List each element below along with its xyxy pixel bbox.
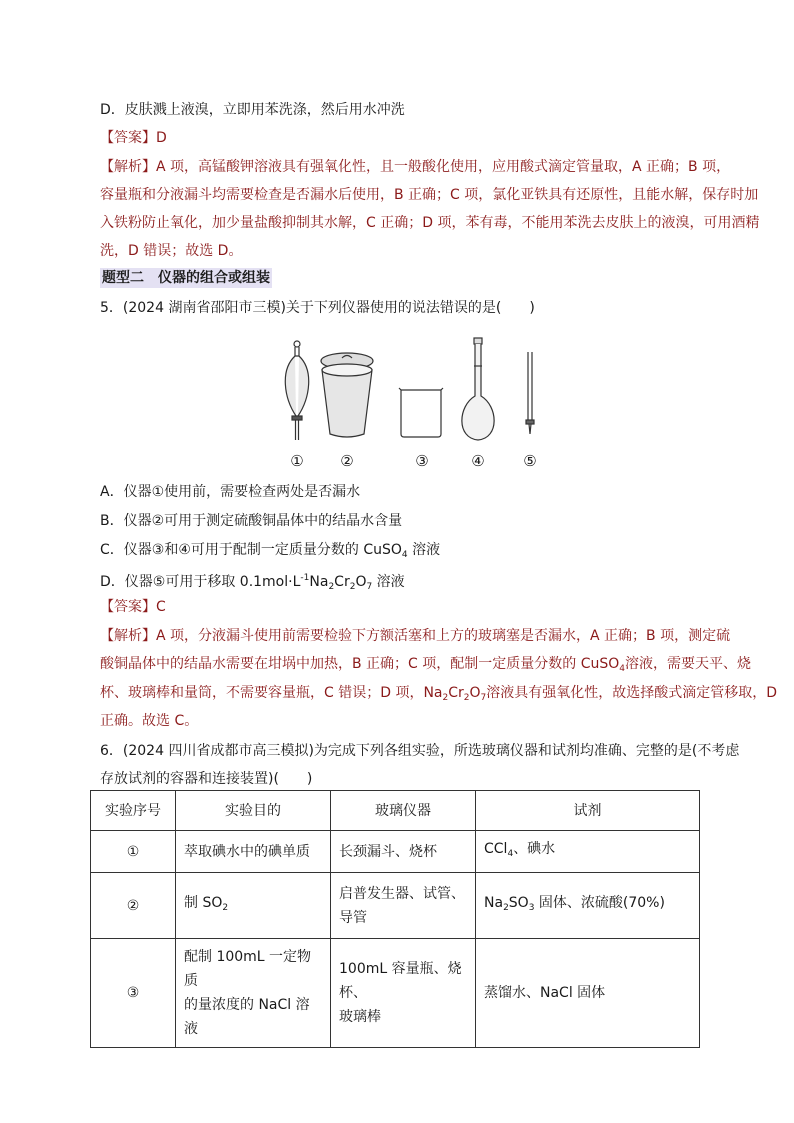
q5-analysis-line-4: 正确。故选 C。 [100,713,199,729]
label-4: ④ [471,452,485,470]
row-number: ① [91,831,176,873]
q5-stem: 5．(2024 湖南省邵阳市三模)关于下列仪器使用的说法错误的是( ) [100,300,535,316]
answer-label: 【答案】 [100,130,156,146]
q4-analysis-line-1 [100,157,730,177]
analysis-label: 【解析】 [100,628,156,644]
row-goal: 萃取碘水中的碘单质 [176,831,331,873]
opt-d-tail: 溶液 [372,574,405,590]
reagent-text: Na [484,895,504,911]
q4-analysis-line-3: 入铁粉防止氧化，加少量盐酸抑制其水解，C 正确；D 项，苯有毒，不能用苯洗去皮肤上的液溴，可用酒精 [100,215,760,231]
a2-tail: 溶液，需要天平、烧 [625,656,752,672]
opt-d-text: D．仪器⑤可用于移取 0.1mol·L [100,574,301,590]
instrument-figure [270,336,560,476]
row-glassware: 长颈漏斗、烧杯 [331,831,476,873]
crucible-icon [321,353,373,437]
reagent-mid: SO [508,895,529,911]
analysis-text: A 项，高锰酸钾溶液具有强氧化性，且一般酸化使用，应用酸式滴定管量取，A 正确；B 项， [156,159,731,175]
glass-line-1: 100mL 容量瓶、烧杯、 [339,961,462,1001]
opt-d-cr: Cr [334,574,350,590]
header-cell: 试剂 [476,791,700,831]
a2-text: 酸铜晶体中的结晶水需要在坩埚中加热，B 正确；C 项，配制一定质量分数的 CuSO [100,656,620,672]
label-3: ③ [415,452,429,470]
analysis-label: 【解析】 [100,159,156,175]
opt-d-sub2: 2 [349,582,356,592]
goal-sub: 2 [222,903,229,913]
q6-stem-line-1: 6．(2024 四川省成都市高三模拟)为完成下列各组实验，所选玻璃仪器和试剂均准确、完整的是(不考虑 [100,743,740,759]
goal-line-2: 的量浓度的 NaCl 溶液 [184,997,310,1037]
q4-answer [100,128,167,148]
a3-o: O [469,685,481,701]
volumetric-flask-icon [462,338,494,440]
a2-sub: 4 [619,664,626,674]
answer-value: C [156,599,166,615]
q5-option-d [100,568,405,597]
a3-sub3: 7 [480,693,487,703]
separatory-funnel-icon [285,341,308,440]
beaker-icon [399,388,443,437]
reagent-tail: 、碘水 [513,841,556,857]
table-row [91,831,700,873]
opt-d-sub1: 2 [328,582,335,592]
opt-c-sub: 4 [401,550,408,560]
header-cell: 玻璃仪器 [331,791,476,831]
reagent-text: CCl [484,841,508,857]
experiment-table [90,790,700,1048]
a3-tail: 溶液具有强氧化性，故选择酸式滴定管移取，D [486,685,778,701]
header-cell: 实验目的 [176,791,331,831]
row-goal [176,873,331,939]
section-title: 题型二 仪器的组合或组装 [102,270,270,286]
row-number: ③ [91,939,176,1048]
row-glassware [331,939,476,1048]
glass-line-1: 启普发生器、试管、 [339,885,465,902]
glass-line-2: 玻璃棒 [339,1009,381,1025]
table-row [91,939,700,1048]
q6-stem-line-2: 存放试剂的容器和连接装置)( ) [100,771,313,787]
row-goal [176,939,331,1048]
row-reagent [476,831,700,873]
opt-c-tail: 溶液 [407,542,441,558]
q5-option-c [100,540,440,565]
row-glassware [331,873,476,939]
label-5: ⑤ [523,452,537,470]
q5-answer [100,597,166,617]
q4-analysis-line-4: 洗，D 错误；故选 D。 [100,243,243,259]
q5-option-a: A．仪器①使用前，需要检查两处是否漏水 [100,484,361,500]
q5-option-b: B．仪器②可用于测定硫酸铜晶体中的结晶水含量 [100,513,403,529]
opt-d-o: O [355,574,367,590]
opt-d-na: Na [309,574,329,590]
burette-icon [526,352,534,434]
table-row [91,873,700,939]
a3-sub1: 2 [442,693,449,703]
label-1: ① [290,452,304,470]
label-2: ② [340,452,354,470]
a3-cr: Cr [448,685,464,701]
q5-analysis-line-1 [100,626,730,646]
q5-analysis-line-3 [100,683,777,708]
header-cell: 实验序号 [91,791,176,831]
table-header-row [91,791,700,831]
analysis-text: A 项，分液漏斗使用前需要检验下方额活塞和上方的玻璃塞是否漏水，A 正确；B 项，测定硫 [156,628,731,644]
reagent-sub: 4 [507,849,514,859]
reagent-sub2: 3 [528,903,535,913]
answer-label: 【答案】 [100,599,156,615]
a3-sub2: 2 [463,693,470,703]
opt-d-sub3: 7 [366,582,373,592]
row-reagent [476,873,700,939]
q5-analysis-line-2 [100,654,751,679]
q4-option-d: D．皮肤溅上液溴，立即用苯洗涤，然后用水冲洗 [100,102,405,118]
reagent-tail: 固体、浓硫酸(70%) [534,895,665,911]
reagent-sub1: 2 [503,903,509,913]
goal-text: 制 SO [184,895,223,911]
a3-text: 杯、玻璃棒和量筒，不需要容量瓶，C 错误；D 项，Na [100,685,443,701]
opt-c-text: C．仪器③和④可用于配制一定质量分数的 CuSO [100,542,402,558]
opt-d-sup: -1 [300,573,310,583]
answer-value: D [156,130,167,146]
row-reagent: 蒸馏水、NaCl 固体 [476,939,700,1048]
goal-line-1: 配制 100mL 一定物质 [184,949,312,989]
row-number: ② [91,873,176,939]
glass-line-2: 导管 [339,909,367,926]
q4-analysis-line-2: 容量瓶和分液漏斗均需要检查是否漏水后使用，B 正确；C 项，氯化亚铁具有还原性，且能水解，保存时加 [100,187,759,203]
